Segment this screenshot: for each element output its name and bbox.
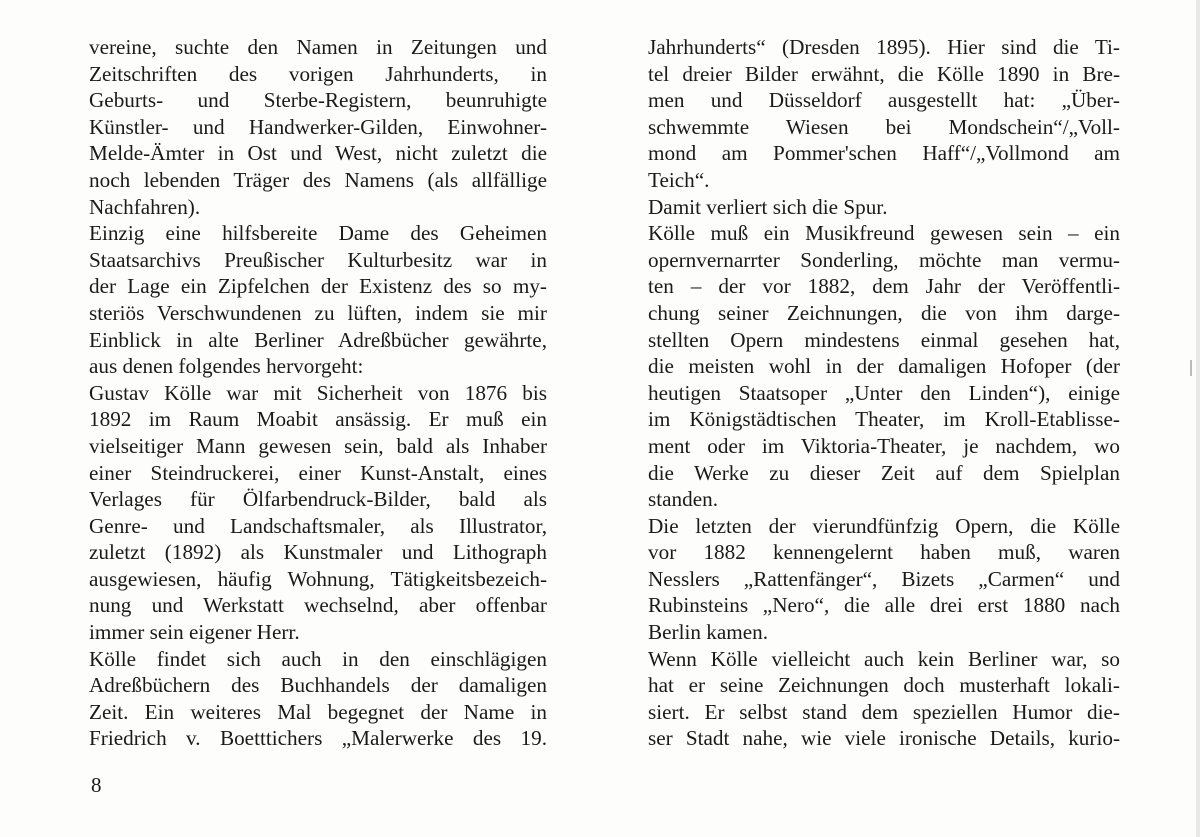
text-line: immer sein eigener Herr.	[89, 620, 300, 645]
text-line: ment oder im Viktoria-Theater, je nachdem, wo	[648, 433, 1120, 458]
text-line: die Werke zu dieser Zeit auf dem Spielplan	[648, 460, 1120, 485]
text-line: standen.	[648, 487, 719, 512]
paragraph	[89, 34, 547, 220]
text-line: die meisten wohl in der damaligen Hofoper (der	[648, 354, 1120, 379]
left-text-column	[89, 34, 547, 752]
text-line: im Königstädtischen Theater, im Kroll-Etablisse-	[648, 407, 1120, 432]
text-line: Die letzten der vierundfünfzig Opern, die Kölle	[648, 513, 1120, 538]
text-line: Zeitschriften des vorigen Jahrhunderts, in	[89, 61, 547, 86]
paragraph	[89, 380, 547, 646]
text-line: opernvernarrter Sonderling, möchte man vermu-	[648, 247, 1120, 272]
right-text-column	[648, 34, 1120, 752]
text-line: Genre- und Landschaftsmaler, als Illustrator,	[89, 513, 547, 538]
text-line: ausgewiesen, häufig Wohnung, Tätigkeitsbezeich-	[89, 566, 547, 591]
text-line: vor 1882 kennengelernt haben muß, waren	[648, 540, 1120, 565]
paragraph	[648, 646, 1120, 752]
text-line: Melde-Ämter in Ost und West, nicht zuletzt die	[89, 141, 547, 166]
text-line: einer Steindruckerei, einer Kunst-Anstalt, eines	[89, 460, 547, 485]
text-line: Jahrhunderts“ (Dresden 1895). Hier sind die Ti-	[648, 35, 1120, 59]
text-line: ten – der vor 1882, dem Jahr der Veröffentli-	[648, 274, 1120, 299]
text-line: Nachfahren).	[89, 194, 201, 219]
text-line: Kölle findet sich auch in den einschlägigen	[89, 646, 547, 671]
scan-mark	[1190, 360, 1192, 376]
text-line: Damit verliert sich die Spur.	[648, 194, 888, 219]
page-number: 8	[91, 773, 102, 797]
text-line: vielseitiger Mann gewesen sein, bald als Inhaber	[89, 433, 547, 458]
text-line: stellten Opern mindestens einmal gesehen hat,	[648, 327, 1120, 352]
text-line: zuletzt (1892) als Kunstmaler und Lithograph	[89, 540, 547, 565]
text-line: Kölle muß ein Musikfreund gewesen sein – ein	[648, 221, 1120, 246]
text-line: tel dreier Bilder erwähnt, die Kölle 1890 in Bre-	[648, 61, 1120, 86]
text-line: Einzig eine hilfsbereite Dame des Geheimen	[89, 221, 547, 246]
paragraph	[648, 34, 1120, 194]
text-line: Teich“.	[648, 167, 710, 192]
text-line: Gustav Kölle war mit Sicherheit von 1876 bis	[89, 380, 547, 405]
text-line: Einblick in alte Berliner Adreßbücher gewährte,	[89, 327, 547, 352]
text-line: hat er seine Zeichnungen doch musterhaft lokali-	[648, 673, 1120, 698]
paragraph	[648, 194, 1120, 221]
text-line: Rubinsteins „Nero“, die alle drei erst 1880 nach	[648, 593, 1120, 618]
text-line: aus denen folgendes hervorgeht:	[89, 354, 364, 379]
text-line: mond am Pommer'schen Haff“/„Vollmond am	[648, 141, 1120, 166]
paragraph	[648, 513, 1120, 646]
text-line: heutigen Staatsoper „Unter den Linden“), einige	[648, 380, 1120, 405]
text-line: Staatsarchivs Preußischer Kulturbesitz war in	[89, 247, 547, 272]
text-line: Adreßbüchern des Buchhandels der damaligen	[89, 673, 547, 698]
text-line: der Lage ein Zipfelchen der Existenz des so my-	[89, 274, 547, 299]
text-line: Wenn Kölle vielleicht auch kein Berliner war, so	[648, 646, 1120, 671]
text-line: vereine, suchte den Namen in Zeitungen und	[89, 35, 547, 59]
text-line: nung und Werkstatt wechselnd, aber offenbar	[89, 593, 547, 618]
text-line: Berlin kamen.	[648, 620, 769, 645]
text-line: Geburts- und Sterbe-Registern, beunruhigte	[89, 88, 547, 113]
text-line: siert. Er selbst stand dem speziellen Humor die-	[648, 699, 1120, 724]
paragraph	[89, 646, 547, 752]
text-line: 1892 im Raum Moabit ansässig. Er muß ein	[89, 407, 547, 432]
text-line: men und Düsseldorf ausgestellt hat: „Über-	[648, 88, 1120, 113]
text-line: Nesslers „Rattenfänger“, Bizets „Carmen“ und	[648, 566, 1120, 591]
text-line: Künstler- und Handwerker-Gilden, Einwohner-	[89, 114, 547, 139]
text-line: Friedrich v. Boetttichers „Malerwerke des 19.	[89, 726, 547, 751]
text-line: noch lebenden Träger des Namens (als allfällige	[89, 167, 547, 192]
text-line: steriös Verschwundenen zu lüften, indem sie mir	[89, 300, 547, 325]
text-line: chung seiner Zeichnungen, die von ihm darge-	[648, 300, 1120, 325]
text-line: ser Stadt nahe, wie viele ironische Details, kurio-	[648, 726, 1120, 751]
text-line: Zeit. Ein weiteres Mal begegnet der Name in	[89, 699, 547, 724]
page-edge	[1196, 0, 1200, 837]
paragraph	[89, 220, 547, 380]
text-line: schwemmte Wiesen bei Mondschein“/„Voll-	[648, 114, 1120, 139]
paragraph	[648, 220, 1120, 513]
text-line: Verlages für Ölfarbendruck-Bilder, bald als	[89, 487, 547, 512]
